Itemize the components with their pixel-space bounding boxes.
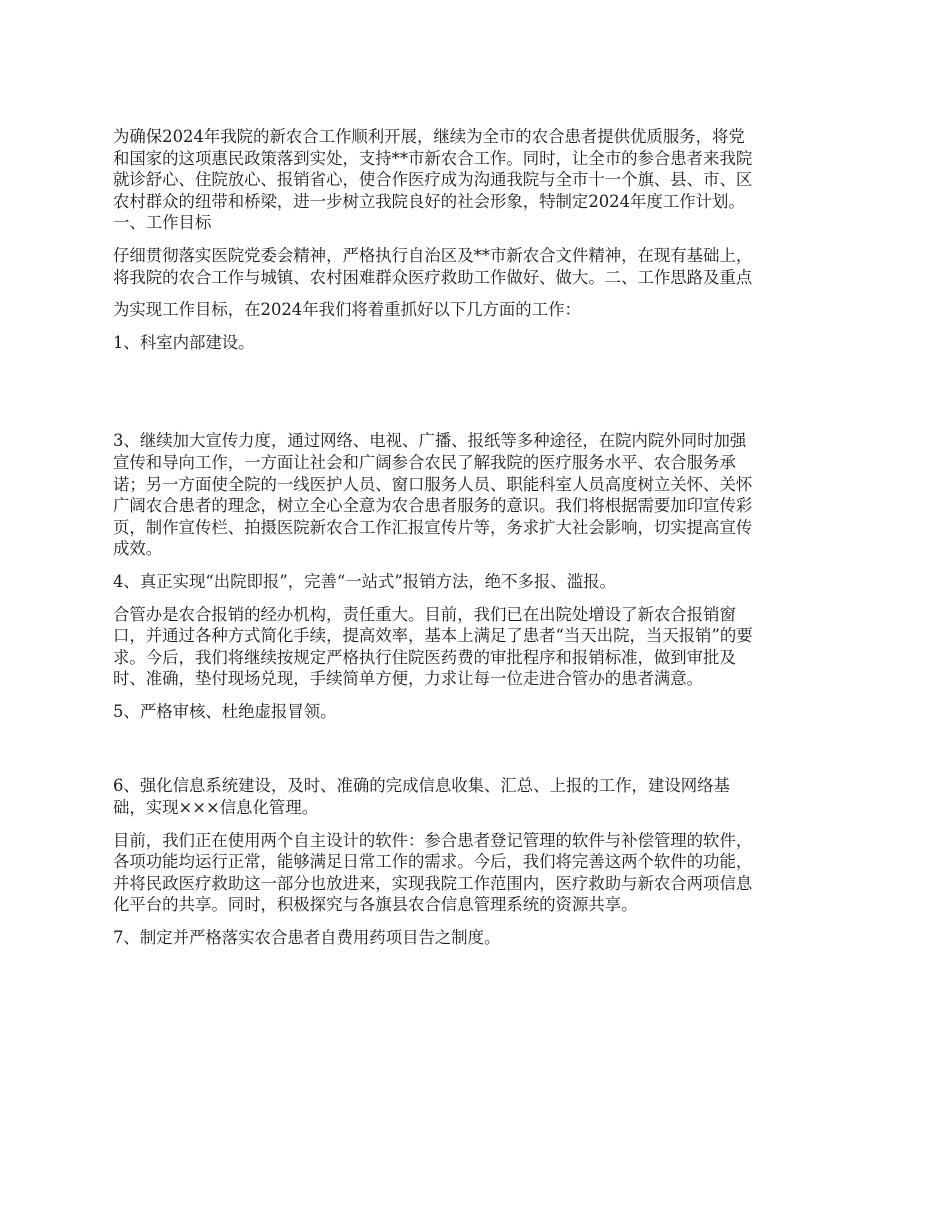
text-line: 农村群众的纽带和桥梁，进一步树立我院良好的社会形象，特制定2024年度工作计划。 [113, 191, 745, 211]
item-4-heading: 4、真正实现“出院即报”，完善“一站式”报销方法，绝不多报、滥报。 [113, 571, 616, 591]
text-line: 仔细贯彻落实医院党委会精神，严格执行自治区及**市新农合文件精神，在现有基础上， [113, 245, 753, 265]
item-3-paragraph [113, 430, 841, 560]
item-1-heading: 1、科室内部建设。 [113, 332, 255, 352]
blank-space [113, 733, 841, 775]
text-line: 和国家的这项惠民政策落到实处，支持**市新农合工作。同时，让全市的参合患者来我院 [113, 148, 753, 168]
goal-paragraph [113, 245, 841, 288]
text-line: 础，实现×××信息化管理。 [113, 798, 319, 818]
software-paragraph [113, 830, 841, 916]
item-4-paragraph [113, 604, 841, 690]
item-5-heading: 5、严格审核、杜绝虚报冒领。 [113, 701, 337, 721]
text-line: 将我院的农合工作与城镇、农村困难群众医疗救助工作做好、做大。二、工作思路及重点 [113, 267, 753, 287]
text-line: 诺；另一方面使全院的一线医护人员、窗口服务人员、职能科室人员高度树立关怀、关怀 [113, 474, 753, 494]
text-line: 广阔农合患者的理念，树立全心全意为农合患者服务的意识。我们将根据需要加印宣传彩 [113, 496, 753, 516]
section-heading: 一、工作目标 [113, 213, 212, 233]
text-line: 就诊舒心、住院放心、报销省心，使合作医疗成为沟通我院与全市十一个旗、县、市、区 [113, 170, 753, 190]
item-7-heading: 7、制定并严格落实农合患者自费用药项目告之制度。 [113, 928, 501, 948]
text-line: 合管办是农合报销的经办机构，责任重大。目前，我们已在出院处增设了新农合报销窗 [113, 604, 736, 624]
text-line: 各项功能均运行正常，能够满足日常工作的需求。今后，我们将完善这两个软件的功能， [113, 852, 753, 872]
text-line: 并将民政医疗救助这一部分也放进来，实现我院工作范围内，医疗救助与新农合两项信息 [113, 873, 753, 893]
plan-intro-paragraph: 为实现工作目标，在2024年我们将着重抓好以下几方面的工作： [113, 300, 581, 320]
text-line: 成效。 [113, 539, 163, 559]
text-line: 求。今后，我们将继续按规定严格执行住院医药费的审批程序和报销标准，做到审批及 [113, 647, 736, 667]
text-line: 口，并通过各种方式简化手续，提高效率，基本上满足了患者“当天出院，当天报销”的要 [113, 626, 753, 646]
text-line: 为确保2024年我院的新农合工作顺利开展，继续为全市的农合患者提供优质服务，将党 [113, 127, 745, 146]
text-line: 3、继续加大宣传力度，通过网络、电视、广播、报纸等多种途径，在院内院外同时加强 [113, 431, 747, 451]
text-line: 6、强化信息系统建设，及时、准确的完成信息收集、汇总、上报的工作，建设网络基 [113, 776, 730, 796]
text-line: 宣传和导向工作，一方面让社会和广阔参合农民了解我院的医疗服务水平、农合服务承 [113, 452, 736, 472]
text-line: 页，制作宣传栏、拍摄医院新农合工作汇报宣传片等，务求扩大社会影响，切实提高宣传 [113, 517, 753, 537]
text-line: 化平台的共享。同时，积极探究与各旗县农合信息管理系统的资源共享。 [113, 895, 638, 915]
blank-space [113, 364, 841, 430]
item-6-paragraph [113, 775, 841, 818]
text-line: 时、准确，垫付现场兑现，手续简单方便，力求让每一位走进合管办的患者满意。 [113, 669, 704, 689]
text-line: 目前，我们正在使用两个自主设计的软件：参合患者登记管理的软件与补偿管理的软件， [113, 830, 753, 850]
intro-paragraph [113, 126, 841, 234]
document-body [113, 126, 841, 960]
